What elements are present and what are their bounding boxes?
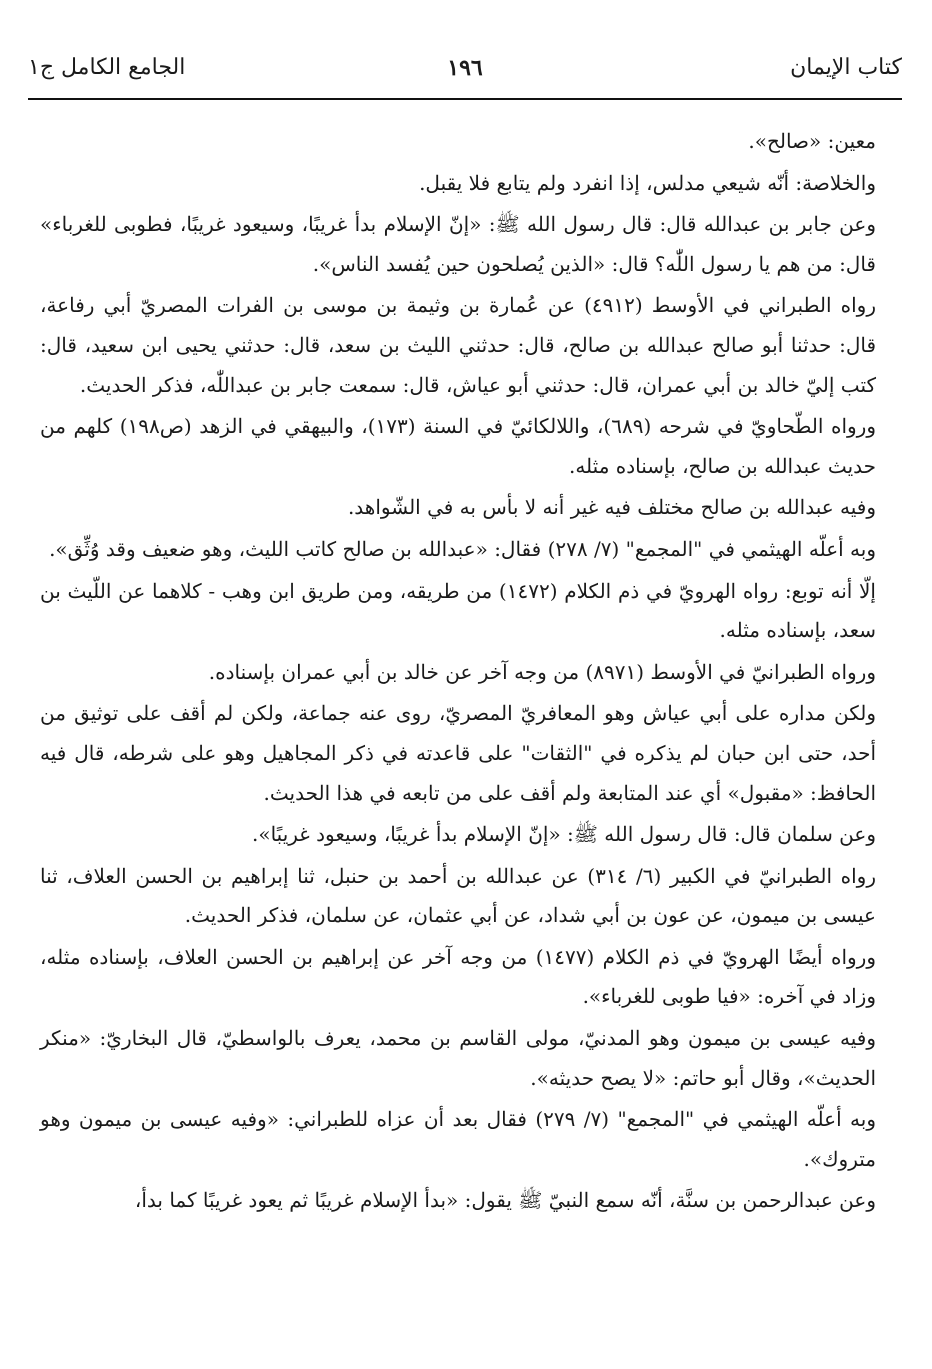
paragraph: معين: «صالح».	[748, 129, 876, 153]
paragraph: والخلاصة: أنّه شيعي مدلس، إذا انفرد ولم يتابع فلا يقبل.	[419, 170, 876, 195]
paragraph: رواه الطبرانيّ في الكبير (٦/ ٣١٤) عن عبدالله بن أحمد بن حنبل، ثنا إبراهيم بن الحسن العلاف، ثنا عيسى بن ميمون، عن عون بن أبي شداد، عن أبي عثمان، عن سلمان، فذكر الحديث.	[40, 863, 876, 928]
paragraph: ولكن مداره على أبي عياش وهو المعافريّ المصريّ، روى عنه جماعة، ولكن لم أقف على توثيق من أحد، حتى ابن حبان لم يذكره في "الثقات" على قاعدته في ذكر المجاهيل وهو على شرطه، قال فيه الحافظ: «مقبول» أي عند المتابعة ولم أقف على من تابعه في هذا الحديث.	[40, 701, 876, 805]
paragraph: ورواه الطّحاويّ في شرحه (٦٨٩)، واللالكائيّ في السنة (١٧٣)، والبيهقي في الزهد (ص١٩٨) كلهم من حديث عبدالله بن صالح، بإسناده مثله.	[40, 414, 876, 478]
collection-title: الجامع الكامل ج١	[28, 55, 186, 80]
paragraph: وبه أعلّه الهيثمي في "المجمع" (٧/ ٢٧٩) فقال بعد أن عزاه للطبراني: «وفيه عيسى بن ميمون وهو متروك».	[40, 1107, 876, 1171]
paragraph: وبه أعلّه الهيثمي في "المجمع" (٧/ ٢٧٨) فقال: «عبدالله بن صالح كاتب الليث، وهو ضعيف وقد وُثِّق».	[49, 536, 876, 561]
book-title: كتاب الإيمان	[790, 55, 902, 80]
page-header	[28, 55, 902, 95]
paragraph: وعن سلمان قال: قال رسول الله ﷺ: «إنّ الإسلام بدأ غريبًا، وسيعود غريبًا».	[251, 822, 876, 847]
paragraph: وعن جابر بن عبدالله قال: قال رسول الله ﷺ: «إنّ الإسلام بدأ غريبًا، وسيعود غريبًا، فطوبى للغرباء» قال: من هم يا رسول اللّٰه؟ قال: «الذين يُصلحون حين يُفسد الناس».	[40, 212, 876, 276]
page-body	[40, 122, 876, 1223]
paragraph: ورواه أيضًا الهرويّ في ذم الكلام (١٤٧٧) من وجه آخر عن إبراهيم بن الحسن العلاف، بإسناده مثله، وزاد في آخره: «فيا طوبى للغرباء».	[40, 944, 876, 1009]
paragraph: وفيه عيسى بن ميمون وهو المدنيّ، مولى القاسم بن محمد، يعرف بالواسطيّ، قال البخاريّ: «منكر الحديث»، وقال أبو حاتم: «لا يصح حديثه».	[40, 1026, 877, 1090]
paragraph: رواه الطبراني في الأوسط (٤٩١٢) عن عُمارة بن وثيمة بن موسى بن الفرات المصريّ أبي رفاعة، قال: حدثنا أبو صالح عبدالله بن صالح، قال: حدثني الليث بن سعد، قال: حدثني يحيى ابن سعيد، قال: كتب إليّ خالد بن أبي عمران، قال: حدثني أبو عياش، قال: سمعت جابر بن عبداللّٰه، فذكر الحديث.	[40, 293, 876, 397]
paragraph: إلّا أنه توبع: رواه الهرويّ في ذم الكلام (١٤٧٢) من طريقه، ومن طريق ابن وهب - كلاهما عن اللّيث بن سعد، بإسناده مثله.	[40, 578, 876, 643]
header-rule	[28, 98, 902, 100]
paragraph: وعن عبدالرحمن بن سنَّة، أنّه سمع النبيّ ﷺ يقول: «بدأ الإسلام غريبًا ثم يعود غريبًا كما بدأ،	[134, 1188, 876, 1213]
page-number: ١٩٦	[447, 55, 483, 81]
paragraph: ورواه الطبرانيّ في الأوسط (٨٩٧١) من وجه آخر عن خالد بن أبي عمران بإسناده.	[208, 659, 876, 684]
paragraph: وفيه عبدالله بن صالح مختلف فيه غير أنه لا بأس به في الشّواهد.	[347, 495, 876, 520]
